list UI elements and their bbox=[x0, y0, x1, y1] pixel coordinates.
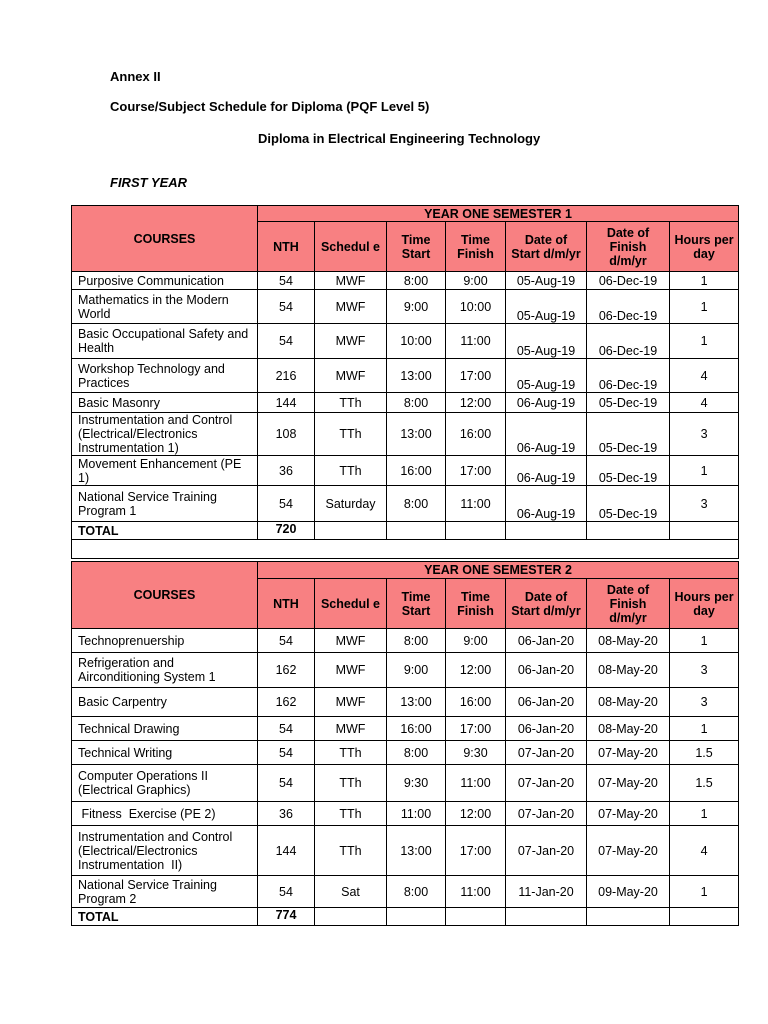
schedule-value: MWF bbox=[315, 717, 387, 741]
spacer-row bbox=[72, 540, 739, 559]
time-start-value: 10:00 bbox=[387, 324, 446, 359]
nth-value: 144 bbox=[258, 393, 315, 413]
total-label: TOTAL bbox=[72, 908, 258, 926]
hours-value: 1 bbox=[670, 456, 739, 486]
table-row bbox=[72, 741, 739, 765]
hours-value: 3 bbox=[670, 486, 739, 522]
date-finish-value: 06-Dec-19 bbox=[587, 359, 670, 393]
date-finish-value: 07-May-20 bbox=[587, 802, 670, 826]
date-start-value: 06-Aug-19 bbox=[506, 456, 587, 486]
time-finish-value: 16:00 bbox=[446, 688, 506, 717]
date-start-value: 06-Jan-20 bbox=[506, 717, 587, 741]
course-name: Workshop Technology and Practices bbox=[72, 359, 258, 393]
time-start-value: 13:00 bbox=[387, 359, 446, 393]
schedule-value: TTh bbox=[315, 393, 387, 413]
date-finish-value: 07-May-20 bbox=[587, 765, 670, 802]
course-name: National Service Training Program 2 bbox=[72, 876, 258, 908]
date-start-value: 05-Aug-19 bbox=[506, 359, 587, 393]
date-start-value: 05-Aug-19 bbox=[506, 272, 587, 290]
time-finish-value: 11:00 bbox=[446, 876, 506, 908]
time-finish-value: 17:00 bbox=[446, 456, 506, 486]
time-start-value: 8:00 bbox=[387, 393, 446, 413]
schedule-value: MWF bbox=[315, 629, 387, 653]
date-start-value: 07-Jan-20 bbox=[506, 765, 587, 802]
date-finish-value: 05-Dec-19 bbox=[587, 393, 670, 413]
time-finish-value: 12:00 bbox=[446, 653, 506, 688]
time-finish-value: 17:00 bbox=[446, 717, 506, 741]
course-name: Mathematics in the Modern World bbox=[72, 290, 258, 324]
date-finish-value: 08-May-20 bbox=[587, 653, 670, 688]
semester-2-table bbox=[71, 561, 739, 926]
nth-value: 162 bbox=[258, 653, 315, 688]
course-name: Basic Occupational Safety and Health bbox=[72, 324, 258, 359]
course-name: Basic Carpentry bbox=[72, 688, 258, 717]
time-finish-value: 9:00 bbox=[446, 272, 506, 290]
time-start-value: 16:00 bbox=[387, 717, 446, 741]
schedule-value: TTh bbox=[315, 741, 387, 765]
course-name: Technical Writing bbox=[72, 741, 258, 765]
time-finish-value: 17:00 bbox=[446, 826, 506, 876]
course-name: Basic Masonry bbox=[72, 393, 258, 413]
total-nth: 720 bbox=[258, 522, 315, 540]
nth-value: 36 bbox=[258, 456, 315, 486]
date-finish-value: 05-Dec-19 bbox=[587, 456, 670, 486]
course-name: Purposive Communication bbox=[72, 272, 258, 290]
date-start-value: 07-Jan-20 bbox=[506, 826, 587, 876]
course-name: Fitness Exercise (PE 2) bbox=[72, 802, 258, 826]
nth-value: 54 bbox=[258, 272, 315, 290]
course-name: Technical Drawing bbox=[72, 717, 258, 741]
time-finish-value: 11:00 bbox=[446, 765, 506, 802]
schedule-value: MWF bbox=[315, 688, 387, 717]
course-name: Instrumentation and Control (Electrical/Electronics Instrumentation 1) bbox=[72, 413, 258, 456]
time-finish-header: Time Finish bbox=[446, 579, 506, 629]
date-finish-value: 06-Dec-19 bbox=[587, 272, 670, 290]
table-row bbox=[72, 486, 739, 522]
schedule-value: TTh bbox=[315, 765, 387, 802]
hours-value: 4 bbox=[670, 826, 739, 876]
table-row bbox=[72, 324, 739, 359]
date-finish-value: 05-Dec-19 bbox=[587, 413, 670, 456]
nth-value: 108 bbox=[258, 413, 315, 456]
nth-header: NTH bbox=[258, 579, 315, 629]
time-finish-value: 17:00 bbox=[446, 359, 506, 393]
total-nth: 774 bbox=[258, 908, 315, 926]
course-name: Movement Enhancement (PE 1) bbox=[72, 456, 258, 486]
date-start-value: 11-Jan-20 bbox=[506, 876, 587, 908]
course-name: Instrumentation and Control (Electrical/Electronics Instrumentation II) bbox=[72, 826, 258, 876]
table-row bbox=[72, 629, 739, 653]
hours-header: Hours per day bbox=[670, 579, 739, 629]
date-start-value: 05-Aug-19 bbox=[506, 324, 587, 359]
date-start-value: 06-Aug-19 bbox=[506, 413, 587, 456]
table-row bbox=[72, 765, 739, 802]
time-finish-value: 9:30 bbox=[446, 741, 506, 765]
time-start-value: 8:00 bbox=[387, 272, 446, 290]
time-finish-value: 10:00 bbox=[446, 290, 506, 324]
schedule-value: TTh bbox=[315, 826, 387, 876]
table-row bbox=[72, 802, 739, 826]
date-finish-value: 07-May-20 bbox=[587, 826, 670, 876]
table-row bbox=[72, 653, 739, 688]
date-start-header: Date of Start d/m/yr bbox=[506, 579, 587, 629]
time-finish-header: Time Finish bbox=[446, 222, 506, 272]
date-start-value: 06-Jan-20 bbox=[506, 629, 587, 653]
date-start-value: 05-Aug-19 bbox=[506, 290, 587, 324]
time-start-header: Time Start bbox=[387, 222, 446, 272]
time-finish-value: 11:00 bbox=[446, 324, 506, 359]
table-row bbox=[72, 826, 739, 876]
hours-value: 1 bbox=[670, 629, 739, 653]
time-start-value: 11:00 bbox=[387, 802, 446, 826]
date-finish-value: 06-Dec-19 bbox=[587, 324, 670, 359]
nth-value: 54 bbox=[258, 717, 315, 741]
hours-value: 1 bbox=[670, 876, 739, 908]
annex-label: Annex II bbox=[110, 69, 161, 84]
course-name: Refrigeration and Airconditioning System 1 bbox=[72, 653, 258, 688]
time-start-value: 8:00 bbox=[387, 629, 446, 653]
hours-value: 1.5 bbox=[670, 741, 739, 765]
nth-value: 162 bbox=[258, 688, 315, 717]
time-start-value: 9:00 bbox=[387, 290, 446, 324]
date-finish-header: Date of Finish d/m/yr bbox=[587, 222, 670, 272]
table-row bbox=[72, 359, 739, 393]
nth-value: 144 bbox=[258, 826, 315, 876]
nth-value: 54 bbox=[258, 741, 315, 765]
semester-1-title: YEAR ONE SEMESTER 1 bbox=[258, 206, 739, 222]
schedule-header: Schedul e bbox=[315, 579, 387, 629]
nth-value: 54 bbox=[258, 486, 315, 522]
nth-header: NTH bbox=[258, 222, 315, 272]
date-start-value: 06-Aug-19 bbox=[506, 393, 587, 413]
hours-value: 3 bbox=[670, 688, 739, 717]
time-start-value: 13:00 bbox=[387, 688, 446, 717]
course-name: National Service Training Program 1 bbox=[72, 486, 258, 522]
date-start-header: Date of Start d/m/yr bbox=[506, 222, 587, 272]
schedule-value: MWF bbox=[315, 272, 387, 290]
time-finish-value: 11:00 bbox=[446, 486, 506, 522]
schedule-value: TTh bbox=[315, 456, 387, 486]
nth-value: 54 bbox=[258, 629, 315, 653]
schedule-value: TTh bbox=[315, 413, 387, 456]
hours-value: 1 bbox=[670, 272, 739, 290]
time-finish-value: 12:00 bbox=[446, 802, 506, 826]
hours-value: 3 bbox=[670, 653, 739, 688]
program-title: Diploma in Electrical Engineering Technology bbox=[258, 131, 541, 146]
date-start-value: 06-Jan-20 bbox=[506, 653, 587, 688]
time-start-value: 13:00 bbox=[387, 413, 446, 456]
date-finish-value: 08-May-20 bbox=[587, 629, 670, 653]
nth-value: 36 bbox=[258, 802, 315, 826]
schedule-value: MWF bbox=[315, 324, 387, 359]
hours-value: 1 bbox=[670, 802, 739, 826]
schedule-value: MWF bbox=[315, 290, 387, 324]
time-start-header: Time Start bbox=[387, 579, 446, 629]
hours-value: 1 bbox=[670, 324, 739, 359]
total-label: TOTAL bbox=[72, 522, 258, 540]
table-row bbox=[72, 272, 739, 290]
time-start-value: 16:00 bbox=[387, 456, 446, 486]
date-start-value: 06-Aug-19 bbox=[506, 486, 587, 522]
nth-value: 54 bbox=[258, 324, 315, 359]
time-start-value: 8:00 bbox=[387, 486, 446, 522]
time-finish-value: 16:00 bbox=[446, 413, 506, 456]
time-start-value: 8:00 bbox=[387, 741, 446, 765]
hours-value: 1.5 bbox=[670, 765, 739, 802]
hours-value: 1 bbox=[670, 717, 739, 741]
schedule-value: Sat bbox=[315, 876, 387, 908]
table-row bbox=[72, 413, 739, 456]
schedule-value: MWF bbox=[315, 653, 387, 688]
date-start-value: 07-Jan-20 bbox=[506, 741, 587, 765]
schedule-title: Course/Subject Schedule for Diploma (PQF Level 5) bbox=[110, 99, 430, 114]
nth-value: 216 bbox=[258, 359, 315, 393]
schedule-value: Saturday bbox=[315, 486, 387, 522]
table-row bbox=[72, 688, 739, 717]
table-row bbox=[72, 876, 739, 908]
nth-value: 54 bbox=[258, 765, 315, 802]
nth-value: 54 bbox=[258, 290, 315, 324]
hours-header: Hours per day bbox=[670, 222, 739, 272]
date-start-value: 06-Jan-20 bbox=[506, 688, 587, 717]
date-start-value: 07-Jan-20 bbox=[506, 802, 587, 826]
hours-value: 4 bbox=[670, 393, 739, 413]
time-start-value: 9:30 bbox=[387, 765, 446, 802]
hours-value: 4 bbox=[670, 359, 739, 393]
date-finish-value: 06-Dec-19 bbox=[587, 290, 670, 324]
hours-value: 1 bbox=[670, 290, 739, 324]
schedule-value: MWF bbox=[315, 359, 387, 393]
time-finish-value: 9:00 bbox=[446, 629, 506, 653]
table-row bbox=[72, 717, 739, 741]
course-name: Technoprenuership bbox=[72, 629, 258, 653]
table-row bbox=[72, 393, 739, 413]
date-finish-value: 08-May-20 bbox=[587, 717, 670, 741]
date-finish-value: 08-May-20 bbox=[587, 688, 670, 717]
time-start-value: 9:00 bbox=[387, 653, 446, 688]
schedule-header: Schedul e bbox=[315, 222, 387, 272]
year-label: FIRST YEAR bbox=[110, 175, 188, 190]
time-start-value: 8:00 bbox=[387, 876, 446, 908]
course-name: Computer Operations II (Electrical Graphics) bbox=[72, 765, 258, 802]
table-row bbox=[72, 290, 739, 324]
date-finish-header: Date of Finish d/m/yr bbox=[587, 579, 670, 629]
courses-header: COURSES bbox=[72, 206, 258, 272]
semester-1-table bbox=[71, 205, 739, 559]
semester-2-title: YEAR ONE SEMESTER 2 bbox=[258, 562, 739, 579]
schedule-value: TTh bbox=[315, 802, 387, 826]
courses-header: COURSES bbox=[72, 562, 258, 629]
time-start-value: 13:00 bbox=[387, 826, 446, 876]
nth-value: 54 bbox=[258, 876, 315, 908]
date-finish-value: 09-May-20 bbox=[587, 876, 670, 908]
time-finish-value: 12:00 bbox=[446, 393, 506, 413]
date-finish-value: 07-May-20 bbox=[587, 741, 670, 765]
table-row bbox=[72, 456, 739, 486]
date-finish-value: 05-Dec-19 bbox=[587, 486, 670, 522]
hours-value: 3 bbox=[670, 413, 739, 456]
